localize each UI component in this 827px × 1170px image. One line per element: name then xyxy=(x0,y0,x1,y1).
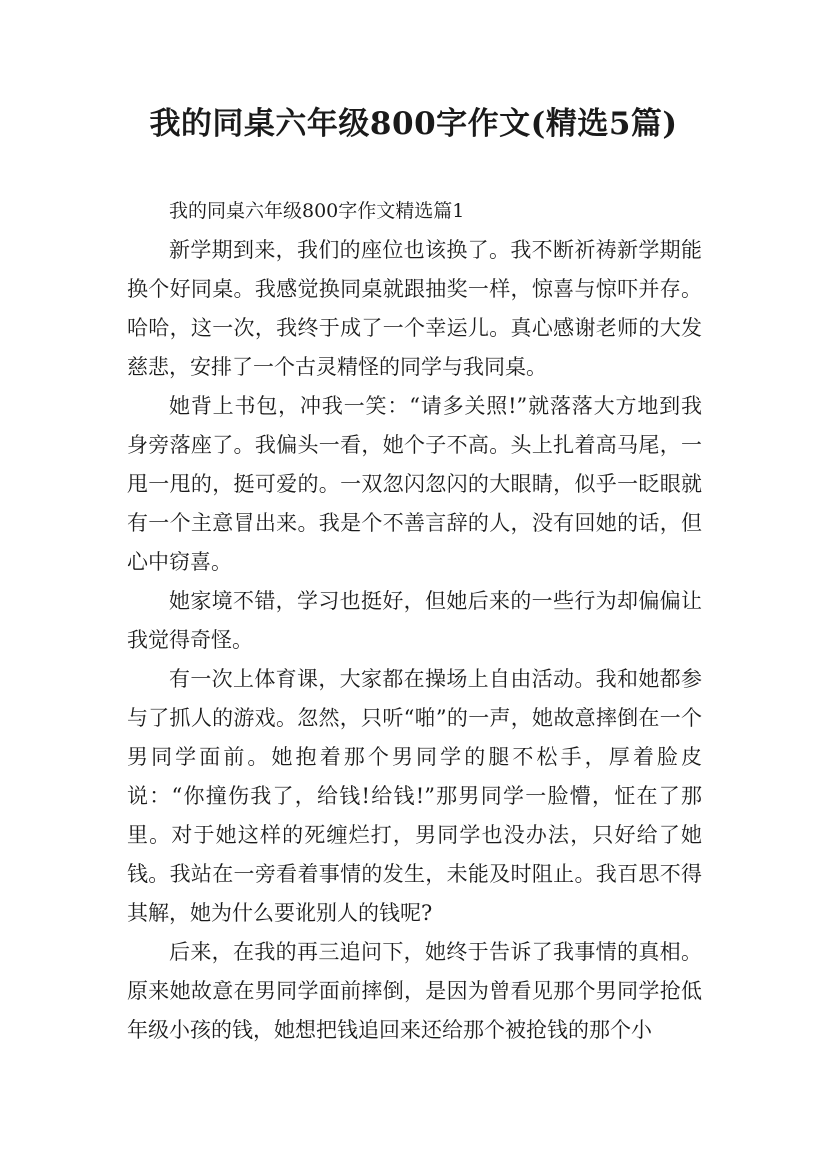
section-heading: 我的同桌六年级800字作文精选篇1 xyxy=(169,200,465,222)
paragraph: 后来，在我的再三追问下，她终于告诉了我事情的真相。原来她故意在男同学面前摔倒，是因为曾看见那个男同学抢低年级小孩的钱，她想把钱追回来还给那个被抢钱的那个小 xyxy=(127,940,702,1042)
paragraph: 她背上书包，冲我一笑：“请多关照!”就落落大方地到我身旁落座了。我偏头一看，她个子不高。头上扎着高马尾，一甩一甩的，挺可爱的。一双忽闪忽闪的大眼睛，似乎一眨眼就有一个主意冒出来。我是个不善言辞的人，没有回她的话，但心中窃喜。 xyxy=(127,394,702,574)
document-body xyxy=(127,192,702,1050)
document-title: 我的同桌六年级800字作文(精选5篇) xyxy=(149,106,678,142)
paragraph: 新学期到来，我们的座位也该换了。我不断祈祷新学期能换个好同桌。我感觉换同桌就跟抽奖一样，惊喜与惊吓并存。哈哈，这一次，我终于成了一个幸运儿。真心感谢老师的大发慈悲，安排了一个古灵精怪的同学与我同桌。 xyxy=(127,238,702,379)
paragraph: 她家境不错，学习也挺好，但她后来的一些行为却偏偏让我觉得奇怪。 xyxy=(127,589,702,652)
paragraph: 有一次上体育课，大家都在操场上自由活动。我和她都参与了抓人的游戏。忽然，只听“啪”的一声，她故意摔倒在一个男同学面前。她抱着那个男同学的腿不松手，厚着脸皮说：“你撞伤我了，给钱!给钱!”那男同学一脸懵，怔在了那里。对于她这样的死缠烂打，男同学也没办法，只好给了她钱。我站在一旁看着事情的发生，未能及时阻止。我百思不得其解，她为什么要讹别人的钱呢? xyxy=(127,667,702,925)
